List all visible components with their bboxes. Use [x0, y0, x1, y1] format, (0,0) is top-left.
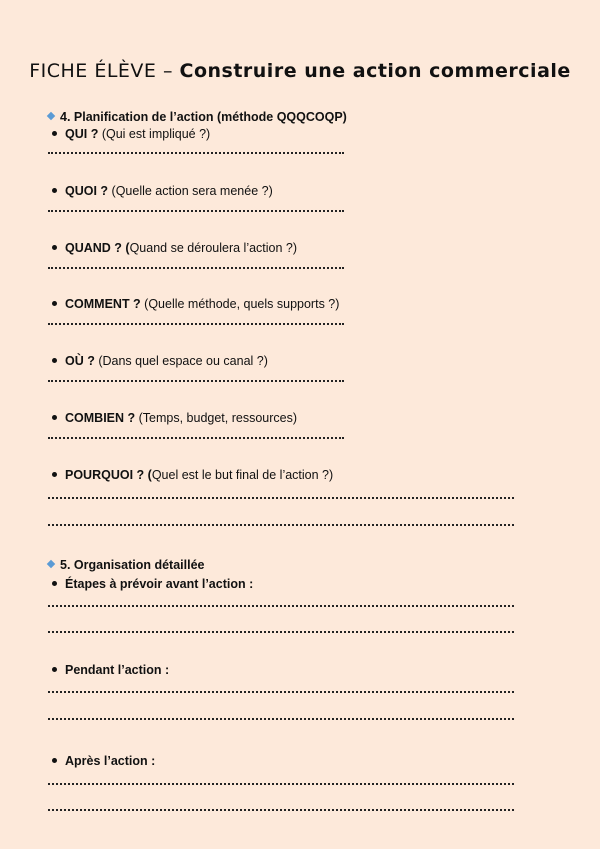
question-hint: (Quelle méthode, quels supports ?) [140, 297, 340, 311]
section-heading-planification [48, 110, 347, 124]
question-quoi [52, 184, 273, 198]
answer-line-apres-1[interactable] [48, 783, 514, 785]
bullet-icon [52, 667, 57, 672]
step-pendant [52, 663, 169, 677]
question-hint: Quel est le but final de l’action ?) [151, 468, 334, 482]
question-keyword: COMMENT ? [65, 297, 141, 311]
answer-line-pendant-2[interactable] [48, 718, 514, 720]
question-hint: Quand se déroulera l’action ?) [129, 241, 298, 255]
bullet-icon [52, 581, 57, 586]
question-keyword: QUOI ? [65, 184, 109, 198]
title-prefix: FICHE ÉLÈVE – [29, 60, 180, 82]
diamond-bullet-icon [47, 111, 55, 119]
step-apres [52, 754, 155, 768]
question-keyword: POURQUOI ? ( [65, 468, 152, 482]
answer-line-quoi[interactable] [48, 210, 344, 212]
section-heading-organisation [48, 558, 205, 572]
question-pourquoi [52, 468, 333, 482]
section-5-label: 5. Organisation détaillée [60, 558, 205, 572]
question-qui [52, 127, 210, 141]
answer-line-combien[interactable] [48, 437, 344, 439]
bullet-icon [52, 131, 57, 136]
question-comment [52, 297, 339, 311]
title-main: Construire une action commerciale [179, 60, 571, 82]
step-avant [52, 577, 253, 591]
bullet-icon [52, 188, 57, 193]
step-label: Pendant l’action : [65, 663, 170, 677]
answer-line-quand[interactable] [48, 267, 344, 269]
answer-line-pendant-1[interactable] [48, 691, 514, 693]
question-keyword: QUAND ? ( [65, 241, 130, 255]
step-label: Étapes à prévoir avant l’action : [65, 577, 254, 591]
answer-line-avant-2[interactable] [48, 631, 514, 633]
question-quand [52, 241, 297, 255]
answer-line-pourquoi-1[interactable] [48, 497, 514, 499]
bullet-icon [52, 245, 57, 250]
answer-line-qui[interactable] [48, 152, 344, 154]
bullet-icon [52, 758, 57, 763]
question-hint: (Quelle action sera menée ?) [108, 184, 273, 198]
answer-line-avant-1[interactable] [48, 605, 514, 607]
question-hint: (Temps, budget, ressources) [135, 411, 298, 425]
question-ou [52, 354, 268, 368]
bullet-icon [52, 301, 57, 306]
diamond-bullet-icon [47, 559, 55, 567]
answer-line-pourquoi-2[interactable] [48, 524, 514, 526]
bullet-icon [52, 415, 57, 420]
answer-line-apres-2[interactable] [48, 809, 514, 811]
question-hint: (Qui est impliqué ?) [98, 127, 211, 141]
page-title [0, 60, 600, 82]
question-keyword: OÙ ? [65, 354, 95, 368]
question-keyword: QUI ? [65, 127, 99, 141]
answer-line-comment[interactable] [48, 323, 344, 325]
question-combien [52, 411, 297, 425]
question-hint: (Dans quel espace ou canal ?) [94, 354, 268, 368]
question-keyword: COMBIEN ? [65, 411, 136, 425]
section-4-label: 4. Planification de l’action (méthode QQQCOQP) [60, 110, 347, 124]
bullet-icon [52, 472, 57, 477]
answer-line-ou[interactable] [48, 380, 344, 382]
step-label: Après l’action : [65, 754, 156, 768]
bullet-icon [52, 358, 57, 363]
